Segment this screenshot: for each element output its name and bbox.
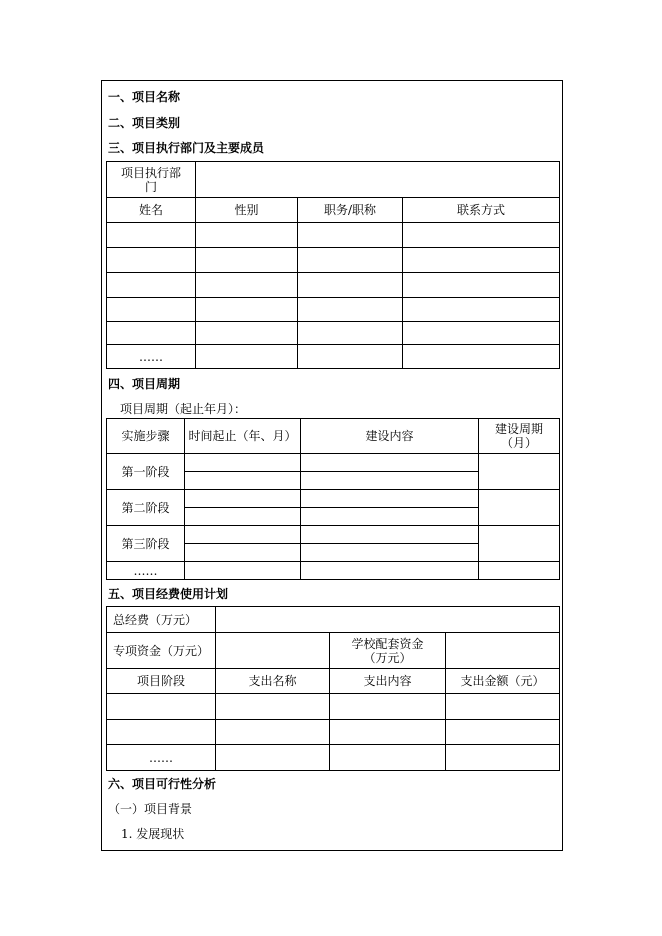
table-row <box>107 720 560 745</box>
table-cell[interactable] <box>298 322 403 345</box>
table-row <box>107 248 560 273</box>
table-cell[interactable] <box>403 345 560 369</box>
period-table <box>106 418 560 580</box>
header-name: 姓名 <box>107 198 196 223</box>
total-budget-value[interactable] <box>216 607 560 633</box>
item-development-status: 1. 发展现状 <box>121 827 185 841</box>
table-cell[interactable] <box>216 694 330 720</box>
section-budget: 五、项目经费使用计划 <box>108 587 229 601</box>
budget-table <box>106 606 560 771</box>
table-cell[interactable] <box>403 273 560 298</box>
table-row <box>107 298 560 322</box>
table-cell[interactable] <box>479 526 560 562</box>
table-cell[interactable] <box>185 454 301 472</box>
table-cell[interactable] <box>403 248 560 273</box>
table-cell[interactable] <box>301 508 479 526</box>
table-row <box>107 694 560 720</box>
table-cell[interactable] <box>298 345 403 369</box>
table-cell[interactable] <box>298 298 403 322</box>
subsection-background: （一）项目背景 <box>108 802 193 816</box>
dept-label: 项目执行部门 <box>120 165 181 194</box>
special-fund-value[interactable] <box>216 633 330 669</box>
section-period: 四、项目周期 <box>108 377 181 391</box>
header-content: 建设内容 <box>301 419 479 454</box>
table-cell[interactable] <box>196 223 298 248</box>
table-cell[interactable] <box>107 322 196 345</box>
table-cell[interactable] <box>107 273 196 298</box>
table-cell[interactable] <box>403 223 560 248</box>
header-expense-name: 支出名称 <box>216 669 330 694</box>
section-project-category: 二、项目类别 <box>108 116 181 130</box>
table-cell[interactable] <box>301 490 479 508</box>
table-cell[interactable] <box>301 526 479 544</box>
table-cell[interactable] <box>403 298 560 322</box>
table-cell[interactable] <box>107 694 216 720</box>
header-phase: 项目阶段 <box>107 669 216 694</box>
header-gender: 性别 <box>196 198 298 223</box>
section-project-name: 一、项目名称 <box>108 90 181 104</box>
header-title: 职务/职称 <box>298 198 403 223</box>
table-cell[interactable] <box>479 490 560 526</box>
table-cell[interactable] <box>196 298 298 322</box>
table-cell[interactable] <box>196 322 298 345</box>
table-cell[interactable] <box>216 745 330 771</box>
table-cell[interactable] <box>301 472 479 490</box>
table-cell[interactable] <box>446 745 560 771</box>
ellipsis-cell: …… <box>107 345 196 369</box>
table-cell[interactable] <box>330 720 446 745</box>
school-fund-value[interactable] <box>446 633 560 669</box>
header-contact: 联系方式 <box>403 198 560 223</box>
header-duration: 建设周期（月） <box>479 419 560 454</box>
table-cell[interactable] <box>301 562 479 580</box>
stage-2-label: 第二阶段 <box>107 490 185 526</box>
header-expense-amount: 支出金额（元） <box>446 669 560 694</box>
special-fund-label: 专项资金（万元） <box>107 633 216 669</box>
ellipsis-cell: …… <box>107 562 185 580</box>
dept-label-cell <box>107 162 196 198</box>
table-cell[interactable] <box>185 562 301 580</box>
table-cell[interactable] <box>107 298 196 322</box>
table-cell[interactable] <box>446 694 560 720</box>
table-cell[interactable] <box>196 345 298 369</box>
header-expense-content: 支出内容 <box>330 669 446 694</box>
table-cell[interactable] <box>185 526 301 544</box>
table-row <box>107 322 560 345</box>
table-cell[interactable] <box>446 720 560 745</box>
dept-value-cell[interactable] <box>196 162 560 198</box>
members-table <box>106 161 560 369</box>
table-cell[interactable] <box>185 544 301 562</box>
header-time-range: 时间起止（年、月） <box>185 419 301 454</box>
table-cell[interactable] <box>403 322 560 345</box>
table-cell[interactable] <box>107 223 196 248</box>
form-frame <box>101 80 563 851</box>
table-cell[interactable] <box>301 544 479 562</box>
table-cell[interactable] <box>330 745 446 771</box>
table-cell[interactable] <box>330 694 446 720</box>
table-cell[interactable] <box>216 720 330 745</box>
table-cell[interactable] <box>107 248 196 273</box>
section-feasibility: 六、项目可行性分析 <box>108 777 217 791</box>
table-cell[interactable] <box>298 223 403 248</box>
stage-1-label: 第一阶段 <box>107 454 185 490</box>
table-cell[interactable] <box>298 273 403 298</box>
table-cell[interactable] <box>185 508 301 526</box>
table-cell[interactable] <box>107 720 216 745</box>
table-cell[interactable] <box>185 490 301 508</box>
table-cell[interactable] <box>301 454 479 472</box>
school-fund-label: 学校配套资金（万元） <box>330 633 446 669</box>
ellipsis-cell: …… <box>107 745 216 771</box>
table-cell[interactable] <box>479 562 560 580</box>
table-cell[interactable] <box>479 454 560 490</box>
table-row <box>107 223 560 248</box>
table-row <box>107 273 560 298</box>
table-cell[interactable] <box>196 248 298 273</box>
section-dept-members: 三、项目执行部门及主要成员 <box>108 141 265 155</box>
table-cell[interactable] <box>196 273 298 298</box>
table-row <box>107 745 560 771</box>
total-budget-label: 总经费（万元） <box>107 607 216 633</box>
table-cell[interactable] <box>298 248 403 273</box>
header-step: 实施步骤 <box>107 419 185 454</box>
period-intro: 项目周期（起止年月）： <box>120 402 247 416</box>
table-cell[interactable] <box>185 472 301 490</box>
stage-3-label: 第三阶段 <box>107 526 185 562</box>
table-row <box>107 345 560 369</box>
